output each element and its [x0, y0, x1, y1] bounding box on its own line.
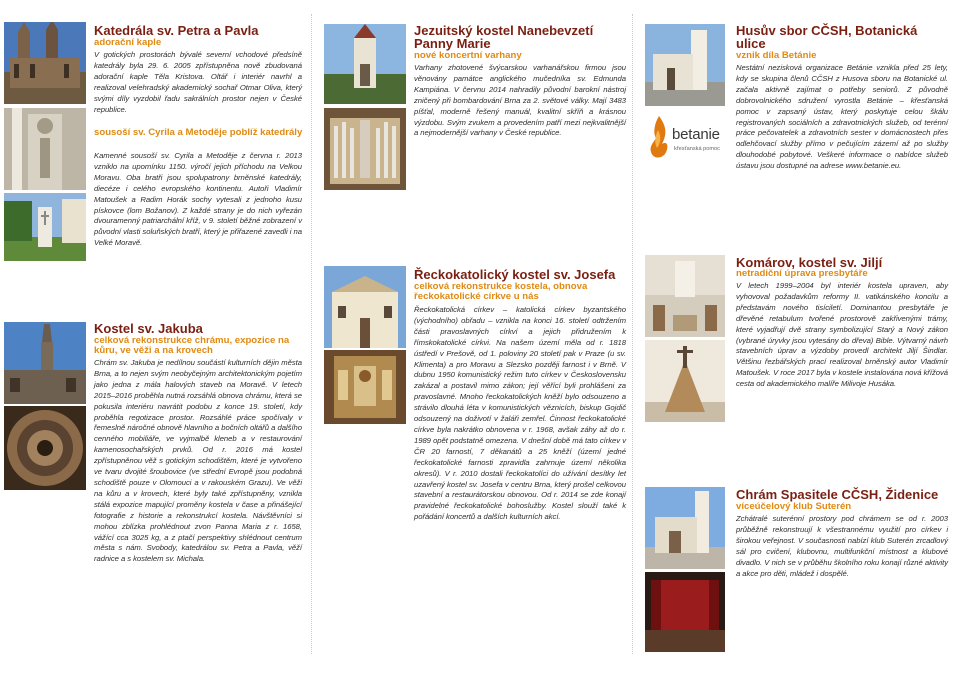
photo-cathedral	[4, 22, 86, 104]
photo-greek-catholic-church	[324, 266, 406, 348]
section-title: Chrám Spasitele CČSH, Židenice	[736, 487, 939, 502]
section-subtitle: celková rekonstrukce chrámu, expozice na kůru, ve věži a na krovech	[94, 335, 290, 356]
photo-cyril-methodius	[4, 193, 86, 261]
section-title: Kostel sv. Jakuba	[94, 321, 203, 336]
photo-komarov-exterior	[645, 255, 725, 337]
photo-savior-church	[645, 487, 725, 569]
column-divider	[632, 14, 633, 654]
section-subtitle: nové koncertní varhany	[414, 50, 522, 61]
section-title: Katedrála sv. Petra a Pavla	[94, 23, 259, 38]
section-subtitle: víceúčelový klub Suterén	[736, 501, 852, 512]
photo-organ	[324, 108, 406, 190]
section-subtitle: sousoší sv. Cyrila a Metoděje poblíž katedrály	[94, 127, 303, 138]
photo-iconostasis	[324, 350, 406, 424]
section-text: V gotických prostorách bývalé severní vchodové předsíně katedrály byla 29. 6. 2005 zpřístupněna nově zbudovaná adorační kaple Těla Kristova. Oltář i interiér navrhl a realizoval velehradský akademický sochař Otmar Oliva, který svými díly vyzdobil řadu sakrálních prostor nejen v České republice.	[94, 50, 302, 114]
photo-sutern-club	[645, 572, 725, 652]
section-title: Husův sbor CČSH, Botanická ulice	[736, 23, 918, 51]
section-text: Zchátralé suterénní prostory pod chrámem se od r. 2003 průběžně rekonstruují k všestrannému využití pro církev i širokou veřejnost. V současnosti nabízí klub Suterén zrcadlový sál pro cvičení, klubovnu, multifunkční místnost a klubové divadlo. V nich se v průběhu školního roku konají různé aktivity a akce pro děti, mládež i dospělé.	[736, 514, 948, 578]
betanie-logo-icon	[648, 116, 670, 158]
photo-jakub-church	[4, 322, 86, 404]
section-subtitle: celková rekonstrukce kostela, obnova řeckokatolické církve u nás	[414, 281, 588, 302]
photo-jesuit-church	[324, 24, 406, 104]
section-text: Kamenné sousoší sv. Cyrila a Metoděje z června r. 2013 vzniklo na upomínku 1150. výročí jejich příchodu na Velkou Moravu. Oba bratři jsou spolupatrony brněnské katedrály, diecéze i celého evropského kontinentu. Autoři Vladimír Matoušek a Radim Horák sochy vytesali z jednoho kusu pískovce (lom Božanov). Z každé strany je do nich vyřezán dvouramenný patriarchální kříž, v 9. století běžné zobrazení v původní vlasti soluňských bratří, který je přiřazené zavedli i na Velké Moravě.	[94, 151, 302, 248]
section-text: Řeckokatolická církev – katolická církev byzantského (východního) obřadu – vznikla na konci 16. století odtržením části pravoslavných církví a jejich přidružením k římskokatolické církvi. Na našem území měla od r. 1818 ústředí v Prešově, od 1. poloviny 20 století pak v Praze (u sv. Klimenta) a pro Moravu a Slezsko později farnost i v Brně. V dubnu 1950 komunistický režim tuto církev v Československu zakázal a postavil mimo zákon; její věřící byli prohlášeni za pravoslavné. Mnoho řeckokatolických kněží bylo odsouzeno a strávilo dlouhá léta v komunistických věznicích, biskup Gojdič odsouzený na doživotí v žaláři zemřel. Činnost řeckokatolické církve byla nakrátko obnovena v r. 1968, avšak záhy až do r. 1989 opět podstatně omezena. V dnešní době má tato církev v ČR 20 farností, 7 děkanátů a 25 kněží (území jedné řeckokatolické farnosti zpravidla zahrnuje území několika okresů). V r. 2010 dostali řeckokatolíci do užívání desítky let uzavřený kostel sv. Josefa v centru Brna, který prošel celkovou stavební a restaurátorskou obnovou. Od r. 2014 se zde konají pravidelné řeckokatolické bohoslužby. Kostel slouží také k pořádání koncertů a dalších kulturních akcí.	[414, 305, 626, 522]
photo-spiral-staircase	[4, 406, 86, 490]
section-subtitle: netradiční úprava presbytáře	[736, 268, 868, 279]
section-subtitle: vznik díla Betánie	[736, 50, 817, 61]
photo-hus-church	[645, 24, 725, 106]
section-text: Nestátní nezisková organizace Betánie vznikla před 25 lety, kdy se skupina členů CČSH z Husova sboru na Botanické ul. začala aktivně zajímat o potřeby seniorů. Z původně dobrovolnického sdružení vyrostla Betánie – křesťanská pomoc v zapsaný ústav, který poskytuje celou škálu registrovaných sociálních a zdravotnických služeb, od terénní práce pečovatelek a zdravotních sester v domácnostech přes odlehčovací služby přímo v pečujícím zázemí až po služby dlouhodobé pobytové. Veškeré informace o nabídce služeb ústavu jsou dostupné na adrese www.betanie.eu.	[736, 63, 948, 171]
section-title: Komárov, kostel sv. Jiljí	[736, 255, 883, 270]
section-text: Chrám sv. Jakuba je nedílnou součástí kulturních dějin města Brna, a to nejen svým neobyčejným architektonickým pojetím jako jedna z mála halových staveb na Moravě. V letech 2015–2016 proběhla nutná rozsáhlá obnova chrámu, která se pokusila interiéru navrátit podobu z konce 19. století, kdy proběhla regotizace prostor. Rozsáhlé práce spočívaly v řemeslně náročné obnově hlavního a bočních oltářů a dalšího cenného mobiliáře, ve vyjmalbě kleneb a v restaurování kamenosochařských prvků. Od r. 2016 má kostel zpřístupněnou věž s gotickým schodištěm, které je vytvořeno ve tvaru dvojité šroubovice (ve střední Evropě jsou podobná schodiště pouze v Olomouci a v rakouském Grazu). Ve věži na kůru a v krovech, které byly také zpřístupněny, vznikla stálá expozice mapující proměny kostela v čase a přinášející fotografie z historie a rekonstrukcí kostela. Návštěvníci si mohou zblízka prohlédnout zvon Panna Maria z r. 1658, vážící cca 3025 kg, a z ptačí perspektivy shlédnout centrum města s nám. Svobody, katedrálou sv. Petra a Pavla, věží radnice a s kostelem sv. Michala.	[94, 358, 302, 564]
column-divider	[311, 14, 312, 654]
section-text: V letech 1999–2004 byl interiér kostela upraven, aby vyhovoval požadavkům reformy II. vatikánského koncilu a představám nového tisíciletí. Dominantou presbytáře je dřevěné retabulum tvořené prostorově zakřivenými trámy, které vyjadřují dvě strany symbolizující Starý a Nový zákon (vybrané úryvky jsou vytesány do dřeva) Bible. Výtvarný návrh stavebních úprav a výzdoby provedl architekt Jiljí Šindlar. Většinu řezbářských prací realizoval brněnský autor Vladimír Matoušek. V roce 2017 byla v kostele instalována nová křížová cesta od akademického malíře Milivoje Husáka.	[736, 281, 948, 389]
section-text: Varhany zhotovené švýcarskou varhanářskou firmou jsou věnovány památce anglického mučedníka sv. Edmunda Kampiána. V červnu 2014 nahradily původní barokní nástroj zničený při bombardování Brna za 2. světové války. Mají 3483 píšťal, moderně řešený manuál, kvalitní skříň a krásnou výzdobu. Svým zvukem a provedením patří mezi nejkvalitnější a nejmodernější varhany v České republice.	[414, 63, 626, 138]
photo-komarov-presbytery	[645, 340, 725, 422]
photo-statue-detail	[4, 108, 86, 190]
section-subtitle: adorační kaple	[94, 37, 162, 48]
betanie-logo-sub: křesťanská pomoc	[674, 146, 720, 152]
betanie-logo-word: betanie	[672, 126, 720, 143]
section-title: Jezuitský kostel Nanebevzetí Panny Marie	[414, 23, 594, 51]
section-title: Řeckokatolický kostel sv. Josefa	[414, 267, 616, 282]
